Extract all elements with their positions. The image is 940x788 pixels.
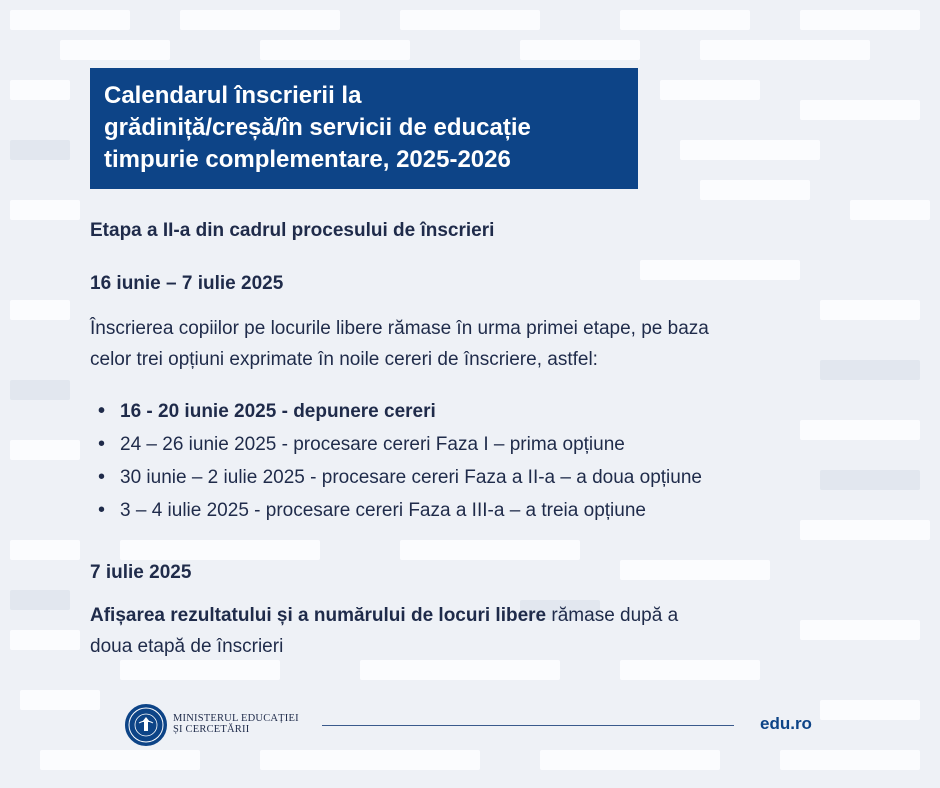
title-line-3: timpurie complementare, 2025-2026 (104, 146, 511, 173)
footer-divider (322, 725, 734, 726)
ministry-line-1: MINISTERUL EDUCAȚIEI (173, 713, 299, 724)
site-link[interactable]: edu.ro (760, 714, 812, 733)
list-item: • 30 iunie – 2 iulie 2025 - procesare cereri Faza a II-a – a doua opțiune (90, 461, 702, 494)
schedule-list (90, 395, 702, 527)
list-item: • 16 - 20 iunie 2025 - depunere cereri (90, 395, 702, 428)
results-paragraph (90, 600, 850, 662)
intro-line-2: celor trei opțiuni exprimate în noile cereri de înscriere, astfel: (90, 349, 598, 370)
results-line-2: doua etapă de înscrieri (90, 636, 284, 657)
title-line-1: Calendarul înscrierii la (104, 82, 362, 109)
footer (0, 700, 940, 750)
list-item: • 24 – 26 iunie 2025 - procesare cereri Faza I – prima opțiune (90, 428, 702, 461)
period-heading: 16 iunie – 7 iulie 2025 (90, 273, 284, 294)
results-date: 7 iulie 2025 (90, 562, 192, 583)
intro-paragraph (90, 313, 850, 375)
intro-line-1: Înscrierea copiilor pe locurile libere rămase în urma primei etape, pe baza (90, 318, 709, 339)
government-seal-icon (125, 704, 167, 746)
stage-heading: Etapa a II-a din cadrul procesului de înscrieri (90, 220, 495, 241)
title-line-2: grădiniță/creșă/în servicii de educație (104, 114, 531, 141)
ministry-line-2: ȘI CERCETĂRII (173, 724, 250, 735)
results-rest-text: rămase după a (546, 605, 679, 626)
results-bold-text: Afișarea rezultatului și a numărului de locuri libere (90, 605, 547, 626)
list-item: • 3 – 4 iulie 2025 - procesare cereri Faza a III-a – a treia opțiune (90, 494, 702, 527)
title-banner (90, 68, 638, 189)
ministry-name (173, 713, 299, 735)
